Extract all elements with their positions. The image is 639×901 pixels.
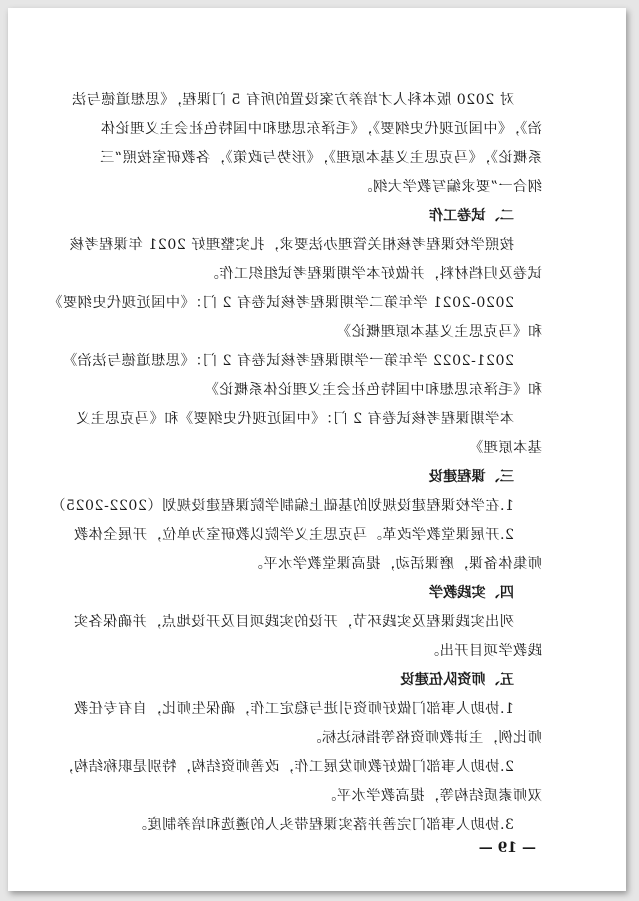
paragraph-line: 2.协助人事部门做好教师发展工作，改善师资结构，特别是职称结构， [58,759,514,775]
section-heading: 三、课程建设 [428,469,514,485]
paragraph-line: 双师素质结构等，提高教学水平。 [321,788,542,804]
document-body [47,86,542,840]
paragraph-line: 3.协助人事部门完善并落实课程带头人的遴选和培养制度。 [132,817,514,833]
paragraph-line: 按照学校课程考核相关管理办法要求，扎实整理好 2021 年课程考核 [69,237,514,253]
page-number: — 19 — [478,840,536,856]
paragraph-line: 对 2020 版本科人才培养方案设置的所有 5 门课程，《思想道德与法 [71,92,514,108]
section-heading: 二、试卷工作 [428,208,514,224]
paragraph-line: 2021-2022 学年第一学期课程考核试卷有 2 门：《思想道德与法治》 [62,353,514,369]
paragraph-line: 和《毛泽东思想和中国特色社会主义理论体系概论》 [204,382,542,398]
section-heading: 四、实践教学 [428,585,514,601]
paragraph-line: 纲合一”要求编写教学大纲。 [357,179,542,195]
paragraph-line: 2.开展课堂教学改革。马克思主义学院以教研室为单位，开展全体教 [73,527,514,543]
section-heading: 五、师资队伍建设 [400,672,514,688]
paragraph-line: 试卷及归档材料，并做好本学期课程考试组织工作。 [204,266,542,282]
paragraph-line: 列出实践课程及实践环节，开设的实践项目及开设地点，并确保各实 [73,614,514,630]
paragraph-line: 本学期课程考核试卷有 2 门：《中国近现代史纲要》和《马克思主义 [75,411,514,427]
paragraph-line: 和《马克思主义基本原理概论》 [336,324,542,340]
paragraph-line: 基本原理》 [468,440,542,456]
paragraph-line: 践教学项目开出。 [424,643,542,659]
paragraph-line: 1.在学校课程建设规划的基础上编制学院课程建设规划（2022-2025） [50,498,514,514]
paragraph-line: 师比例，主讲教师资格等指标达标。 [306,730,542,746]
document-page [8,8,626,891]
paragraph-line: 师集体备课，磨课活动，提高课堂教学水平。 [248,556,542,572]
mirrored-page-content [8,8,626,891]
paragraph-line: 2020-2021 学年第二学期课程考核试卷有 2 门：《中国近现代史纲要》 [47,295,514,311]
paragraph-line: 治》，《中国近现代史纲要》，《毛泽东思想和中国特色社会主义理论体 [100,121,542,137]
paragraph-line: 系概论》，《马克思主义基本原理》，《形势与政策》，各教研室按照“三 [99,150,542,166]
paragraph-line: 1.协助人事部门做好师资引进与稳定工作，确保生师比，自有专任教 [73,701,514,717]
